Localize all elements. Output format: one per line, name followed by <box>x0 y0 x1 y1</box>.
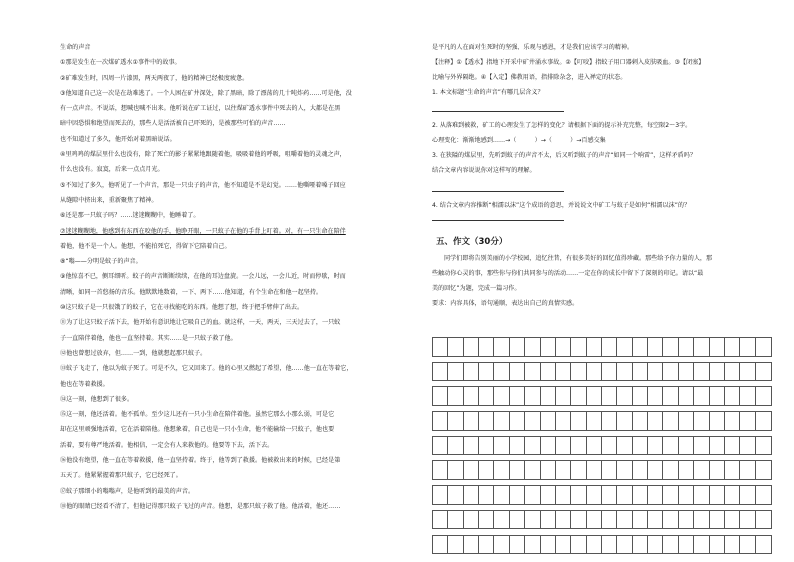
grid-cell[interactable] <box>571 461 586 479</box>
grid-cell[interactable] <box>756 486 771 504</box>
grid-cell[interactable] <box>679 338 694 356</box>
grid-cell[interactable] <box>663 437 678 455</box>
passage-line: 活着，要有尊严地活着。他相信，一定会有人来救他的。他要等下去，活下去。 <box>60 441 274 449</box>
passage-line: ①那是发生在一次煤矿透水①事件中的故事。 <box>60 59 181 67</box>
grid-cell[interactable] <box>479 437 494 455</box>
grid-cell[interactable] <box>587 412 602 430</box>
grid-cell[interactable] <box>510 536 525 554</box>
passage-line: 有一点声音。不说话，想喊也喊不出来。他听说在矿工证过，以往煤矿透水事件中死去的人，大都是在黑 <box>60 105 341 113</box>
grid-cell[interactable] <box>464 536 479 554</box>
grid-cell[interactable] <box>541 486 556 504</box>
question-1: 1. 本文标题“生命的声音”有哪几层含义？ <box>432 89 544 96</box>
grid-cell[interactable] <box>464 338 479 356</box>
grid-cell[interactable] <box>725 387 740 405</box>
passage-line: ⑮这一刻，他还活着。他不孤单。至少这儿还有一只小生命在陪伴着他。虽然它那么小那么弱，可是它 <box>60 411 335 419</box>
grid-cell[interactable] <box>725 536 740 554</box>
grid-cell[interactable] <box>556 437 571 455</box>
grid-cell[interactable] <box>633 437 648 455</box>
grid-cell[interactable] <box>725 338 740 356</box>
grid-cell[interactable] <box>556 486 571 504</box>
grid-cell[interactable] <box>510 412 525 430</box>
grid-cell[interactable] <box>756 387 771 405</box>
passage-line: ⑦迷迷糊糊地，他感到有东西在咬他的手，他睁开眼，一只蚊子在他的手背上叮着。对，有一只生命在陪伴 <box>60 227 346 235</box>
grid-cell[interactable] <box>756 511 771 529</box>
grid-cell[interactable] <box>587 486 602 504</box>
grid-cell[interactable] <box>740 412 755 430</box>
grid-cell[interactable] <box>433 363 448 381</box>
grid-cell[interactable] <box>663 363 678 381</box>
grid-cell[interactable] <box>494 536 509 554</box>
grid-cell[interactable] <box>663 536 678 554</box>
grid-cell[interactable] <box>587 536 602 554</box>
grid-cell[interactable] <box>494 363 509 381</box>
grid-cell[interactable] <box>694 536 709 554</box>
grid-cell[interactable] <box>433 536 448 554</box>
grid-cell[interactable] <box>679 511 694 529</box>
grid-cell[interactable] <box>648 486 663 504</box>
footnote-line: 比喻与外界隔绝。④【入定】佛教用语，指排除杂念，进入禅定的状态。 <box>432 74 627 81</box>
grid-cell[interactable] <box>556 511 571 529</box>
grid-cell[interactable] <box>740 486 755 504</box>
grid-cell[interactable] <box>633 536 648 554</box>
grid-cell[interactable] <box>464 437 479 455</box>
grid-cell[interactable] <box>602 437 617 455</box>
grid-row[interactable] <box>432 535 772 555</box>
grid-row[interactable] <box>432 460 772 480</box>
passage-line: ④里鸡鸡的煤层里什么也没有，除了死亡的影子紧紧地跟随着他，吸吸着他的呼吸，咀嚼着他的灵魂之声， <box>60 151 346 159</box>
grid-cell[interactable] <box>587 511 602 529</box>
grid-cell[interactable] <box>725 437 740 455</box>
grid-cell[interactable] <box>464 511 479 529</box>
grid-cell[interactable] <box>433 437 448 455</box>
grid-cell[interactable] <box>633 387 648 405</box>
grid-cell[interactable] <box>541 461 556 479</box>
grid-cell[interactable] <box>448 511 463 529</box>
grid-cell[interactable] <box>602 338 617 356</box>
passage-line: 什么也没有。寂寞，后来一点点月光。 <box>60 166 164 174</box>
passage-line: ⑰蚊子那细小的嗡嗡声，是他听到的最美的声音。 <box>60 487 195 495</box>
grid-cell[interactable] <box>587 437 602 455</box>
grid-row[interactable] <box>432 386 772 406</box>
grid-cell[interactable] <box>494 387 509 405</box>
grid-cell[interactable] <box>556 461 571 479</box>
question-3-cont: 结合文章内容说说你对这样写的理解。 <box>432 167 536 174</box>
grid-row[interactable] <box>432 436 772 456</box>
passage-line: ⑬蚊子飞走了，他以为蚊子死了。可是不久，它又回来了。他的心里又燃起了希望，他……他一直在等着它， <box>60 365 353 373</box>
grid-cell[interactable] <box>541 387 556 405</box>
grid-cell[interactable] <box>464 363 479 381</box>
grid-cell[interactable] <box>694 412 709 430</box>
essay-prompt-line: 美的回忆”为题，完成一篇习作。 <box>432 285 521 292</box>
grid-cell[interactable] <box>756 437 771 455</box>
grid-cell[interactable] <box>571 363 586 381</box>
grid-cell[interactable] <box>479 486 494 504</box>
grid-cell[interactable] <box>694 387 709 405</box>
passage-line: 从缝隙中挤出来，重新聚焦了精神。 <box>60 196 158 204</box>
grid-cell[interactable] <box>694 461 709 479</box>
grid-cell[interactable] <box>525 511 540 529</box>
grid-cell[interactable] <box>694 437 709 455</box>
passage-line: 五天了。他紧紧握着那只蚊子，它已经死了。 <box>60 472 182 480</box>
grid-cell[interactable] <box>571 486 586 504</box>
passage-line: ⑩这只蚊子是一只很饿了的蚊子，它在寻找能吃的东西。他想了想，终于把手臂伸了出去。 <box>60 304 304 312</box>
grid-cell[interactable] <box>448 486 463 504</box>
grid-cell[interactable] <box>756 412 771 430</box>
grid-row[interactable] <box>432 411 772 431</box>
grid-cell[interactable] <box>541 412 556 430</box>
intro-line: 是平凡的人在面对生死时的坚强、乐观与感恩，才是我们应该学习的精神。 <box>432 44 634 51</box>
passage-line: ③他知道自己这一次是在劫难逃了。一个人困在矿井深处，除了黑暗，除了漂荡的几十吨炸药……可是他，没 <box>60 89 352 97</box>
grid-cell[interactable] <box>725 461 740 479</box>
grid-row[interactable] <box>432 485 772 505</box>
grid-cell[interactable] <box>510 338 525 356</box>
grid-cell[interactable] <box>525 536 540 554</box>
passage-line: ⑭这一刻，他想到了很多。 <box>60 395 134 403</box>
grid-cell[interactable] <box>710 486 725 504</box>
grid-cell[interactable] <box>510 387 525 405</box>
grid-cell[interactable] <box>740 363 755 381</box>
passage-line: 子一直陪伴着他，他也一直坚持着。其实……是一只蚊子救了他。 <box>60 334 237 342</box>
grid-cell[interactable] <box>663 511 678 529</box>
grid-cell[interactable] <box>617 363 632 381</box>
grid-cell[interactable] <box>617 412 632 430</box>
grid-cell[interactable] <box>525 338 540 356</box>
grid-cell[interactable] <box>464 486 479 504</box>
grid-cell[interactable] <box>694 338 709 356</box>
grid-cell[interactable] <box>617 338 632 356</box>
grid-cell[interactable] <box>525 387 540 405</box>
passage-line: ⑧“嗡——分明是蚊子的声音。 <box>60 258 142 266</box>
grid-cell[interactable] <box>494 412 509 430</box>
grid-cell[interactable] <box>571 338 586 356</box>
grid-cell[interactable] <box>525 363 540 381</box>
grid-cell[interactable] <box>587 387 602 405</box>
grid-cell[interactable] <box>556 363 571 381</box>
grid-cell[interactable] <box>710 536 725 554</box>
grid-cell[interactable] <box>710 363 725 381</box>
grid-cell[interactable] <box>710 412 725 430</box>
grid-cell[interactable] <box>648 437 663 455</box>
grid-cell[interactable] <box>448 412 463 430</box>
grid-cell[interactable] <box>510 363 525 381</box>
grid-cell[interactable] <box>633 486 648 504</box>
passage-line: ⑫他也曾想过放弃，但……一到，他就想起那只蚊子。 <box>60 349 207 357</box>
grid-cell[interactable] <box>479 387 494 405</box>
grid-cell[interactable] <box>510 486 525 504</box>
grid-cell[interactable] <box>710 387 725 405</box>
grid-cell[interactable] <box>648 511 663 529</box>
grid-cell[interactable] <box>679 412 694 430</box>
grid-cell[interactable] <box>571 536 586 554</box>
grid-cell[interactable] <box>602 387 617 405</box>
grid-cell[interactable] <box>556 338 571 356</box>
grid-cell[interactable] <box>587 363 602 381</box>
grid-cell[interactable] <box>679 536 694 554</box>
question-3: 3. 在狭隘的煤层里，先听到蚊子的声音不太，后又听到蚊子的声音“如同一个响雷”，这样矛盾吗？ <box>432 152 696 159</box>
reading-passage <box>60 40 415 514</box>
grid-cell[interactable] <box>617 486 632 504</box>
grid-cell[interactable] <box>740 461 755 479</box>
grid-cell[interactable] <box>679 461 694 479</box>
grid-cell[interactable] <box>541 437 556 455</box>
grid-cell[interactable] <box>541 363 556 381</box>
grid-cell[interactable] <box>740 437 755 455</box>
grid-cell[interactable] <box>694 511 709 529</box>
grid-cell[interactable] <box>633 511 648 529</box>
passage-line: ⑥还是那一只蚊子吗？……迷迷糊糊中，他睡着了。 <box>60 212 200 220</box>
grid-cell[interactable] <box>617 437 632 455</box>
grid-cell[interactable] <box>617 387 632 405</box>
grid-cell[interactable] <box>602 536 617 554</box>
grid-cell[interactable] <box>740 536 755 554</box>
question-4: 4. 结合文章内容推断“相濡以沫”这个成语的意思，并说说文中矿工与蚊子是如何“相濡以沫”的？ <box>432 202 691 209</box>
grid-cell[interactable] <box>663 338 678 356</box>
grid-cell[interactable] <box>663 461 678 479</box>
grid-cell[interactable] <box>448 363 463 381</box>
grid-cell[interactable] <box>510 461 525 479</box>
grid-cell[interactable] <box>525 412 540 430</box>
passage-line: ②矿难发生时，四周一片漆黑，两天两夜了，他的精神已经极度疲惫。 <box>60 74 249 82</box>
questions-column <box>432 40 772 311</box>
passage-line: 他也在等着救援。 <box>60 380 109 388</box>
grid-cell[interactable] <box>740 511 755 529</box>
grid-cell[interactable] <box>740 387 755 405</box>
grid-cell[interactable] <box>433 486 448 504</box>
essay-requirements: 要求：内容具体，语句通顺，表达出自己的真情实感。 <box>432 300 579 307</box>
grid-cell[interactable] <box>602 486 617 504</box>
grid-cell[interactable] <box>510 437 525 455</box>
grid-cell[interactable] <box>433 511 448 529</box>
grid-row[interactable] <box>432 337 772 357</box>
grid-cell[interactable] <box>679 486 694 504</box>
grid-cell[interactable] <box>633 363 648 381</box>
essay-prompt-line: 同学们即将告别美丽的小学校园，追忆往昔，有很多美好的回忆值得珍藏。那些给予你力量的人，那 <box>444 255 713 262</box>
grid-cell[interactable] <box>710 338 725 356</box>
grid-cell[interactable] <box>479 536 494 554</box>
grid-cell[interactable] <box>679 363 694 381</box>
writing-grid[interactable] <box>432 337 772 559</box>
grid-cell[interactable] <box>694 486 709 504</box>
grid-cell[interactable] <box>433 387 448 405</box>
grid-cell[interactable] <box>725 486 740 504</box>
grid-cell[interactable] <box>725 363 740 381</box>
grid-cell[interactable] <box>448 536 463 554</box>
grid-cell[interactable] <box>648 461 663 479</box>
grid-cell[interactable] <box>479 412 494 430</box>
grid-cell[interactable] <box>710 511 725 529</box>
grid-cell[interactable] <box>448 437 463 455</box>
grid-cell[interactable] <box>725 412 740 430</box>
grid-cell[interactable] <box>494 511 509 529</box>
grid-cell[interactable] <box>541 536 556 554</box>
grid-cell[interactable] <box>494 437 509 455</box>
passage-line: 清晰，如同一首悠扬的音乐。他默默地数着，一下、两下……他知道，有个生命在和他一起坚持。 <box>60 288 323 296</box>
answer-line[interactable] <box>432 190 564 192</box>
answer-line[interactable] <box>432 219 564 221</box>
grid-cell[interactable] <box>556 412 571 430</box>
grid-cell[interactable] <box>602 461 617 479</box>
grid-cell[interactable] <box>633 338 648 356</box>
passage-line: ⑯他没有绝望，他一直在等着救援，他一直坚持着。终于，他等到了救援。他被救出来的时候，已经是第 <box>60 457 341 465</box>
grid-cell[interactable] <box>479 511 494 529</box>
grid-cell[interactable] <box>648 363 663 381</box>
grid-cell[interactable] <box>433 412 448 430</box>
passage-title: 生命的声音 <box>60 44 91 51</box>
grid-cell[interactable] <box>663 387 678 405</box>
grid-cell[interactable] <box>541 511 556 529</box>
grid-cell[interactable] <box>648 412 663 430</box>
grid-cell[interactable] <box>433 338 448 356</box>
grid-cell[interactable] <box>494 461 509 479</box>
question-2: 2. 从落难到被救，矿工的心理发生了怎样的变化？请根据下面的提示补充完整，每空限2～3字。 <box>432 122 692 129</box>
grid-cell[interactable] <box>541 338 556 356</box>
grid-cell[interactable] <box>648 536 663 554</box>
grid-cell[interactable] <box>556 536 571 554</box>
grid-cell[interactable] <box>571 511 586 529</box>
grid-cell[interactable] <box>694 363 709 381</box>
grid-cell[interactable] <box>571 437 586 455</box>
grid-cell[interactable] <box>571 412 586 430</box>
grid-cell[interactable] <box>756 461 771 479</box>
grid-cell[interactable] <box>663 486 678 504</box>
grid-cell[interactable] <box>448 461 463 479</box>
passage-line: ⑪为了让这只蚊子活下去，他开始有意识地让它吸自己的血。就这样，一天，两天，三天过去了，一只蚊 <box>60 319 341 327</box>
grid-cell[interactable] <box>448 387 463 405</box>
grid-cell[interactable] <box>648 338 663 356</box>
composition-heading: 五、作文（30分） <box>436 237 508 247</box>
grid-cell[interactable] <box>679 437 694 455</box>
grid-cell[interactable] <box>464 387 479 405</box>
grid-cell[interactable] <box>756 338 771 356</box>
grid-cell[interactable] <box>756 536 771 554</box>
passage-line: ⑱他的眼睛已经看不清了，但他记得那只蚊子飞过的声音。他想，是那只蚊子救了他。他活着，他还…… <box>60 502 341 510</box>
grid-cell[interactable] <box>648 387 663 405</box>
grid-cell[interactable] <box>571 387 586 405</box>
grid-cell[interactable] <box>433 461 448 479</box>
essay-prompt-line: 些触动你心灵的事，那些你与你们共同参与的活动……一定在你的成长中留下了深刻的印记。请以“最 <box>432 270 704 277</box>
grid-row[interactable] <box>432 510 772 530</box>
passage-line: 也不知道过了多久，他开始对着黑暗说话。 <box>60 135 176 143</box>
grid-cell[interactable] <box>525 437 540 455</box>
grid-cell[interactable] <box>725 511 740 529</box>
grid-cell[interactable] <box>679 387 694 405</box>
grid-cell[interactable] <box>479 363 494 381</box>
question-2-blanks: 心理变化：渐渐地感到……→（ ）→（ ）→百感交集 <box>432 137 606 144</box>
grid-cell[interactable] <box>494 338 509 356</box>
grid-cell[interactable] <box>710 437 725 455</box>
grid-row[interactable] <box>432 362 772 382</box>
grid-cell[interactable] <box>464 461 479 479</box>
grid-cell[interactable] <box>617 461 632 479</box>
grid-cell[interactable] <box>479 338 494 356</box>
passage-line: 暗中因恐惧和绝望而死去的，那些人是活活被自己吓死的，是被那些可怕的声音…… <box>60 120 286 128</box>
grid-cell[interactable] <box>633 412 648 430</box>
grid-cell[interactable] <box>494 486 509 504</box>
passage-line: ⑨他惊喜不已，侧耳细听。蚊子的声音断断续续，在他的耳边盘旋。一会儿远，一会儿近，时而停歇，时而 <box>60 273 346 281</box>
grid-cell[interactable] <box>602 363 617 381</box>
grid-cell[interactable] <box>448 338 463 356</box>
grid-cell[interactable] <box>740 338 755 356</box>
grid-cell[interactable] <box>602 412 617 430</box>
grid-cell[interactable] <box>464 412 479 430</box>
passage-line: 却在这里顽强地活着，它在活着陪他。他想象着，自己也是一只小生命，他不能输给一只蚊子，他也要 <box>60 426 335 434</box>
grid-cell[interactable] <box>525 461 540 479</box>
grid-cell[interactable] <box>633 461 648 479</box>
grid-cell[interactable] <box>479 461 494 479</box>
passage-line: 着他，他不是一个人。他想，不能拍死它，得留下它陪着自己。 <box>60 242 231 250</box>
footnote-line: 【注释】①【透水】指地下开采中矿井涌水事故。②【叮咬】指蚊子用口器刺入皮肤吸血。③【闭塞】 <box>432 59 705 66</box>
grid-cell[interactable] <box>525 486 540 504</box>
grid-cell[interactable] <box>756 363 771 381</box>
answer-line[interactable] <box>432 110 564 112</box>
grid-cell[interactable] <box>587 461 602 479</box>
grid-cell[interactable] <box>617 511 632 529</box>
grid-cell[interactable] <box>602 511 617 529</box>
grid-cell[interactable] <box>556 387 571 405</box>
grid-cell[interactable] <box>587 338 602 356</box>
passage-line: ⑤不知过了多久，他听见了一个声音，那是一只虫子的声音，他不知道是不是幻觉。……他嘶哑着嗓子回应 <box>60 181 346 189</box>
grid-cell[interactable] <box>710 461 725 479</box>
grid-cell[interactable] <box>617 536 632 554</box>
grid-cell[interactable] <box>510 511 525 529</box>
essay-prompt <box>432 251 777 311</box>
grid-cell[interactable] <box>663 412 678 430</box>
